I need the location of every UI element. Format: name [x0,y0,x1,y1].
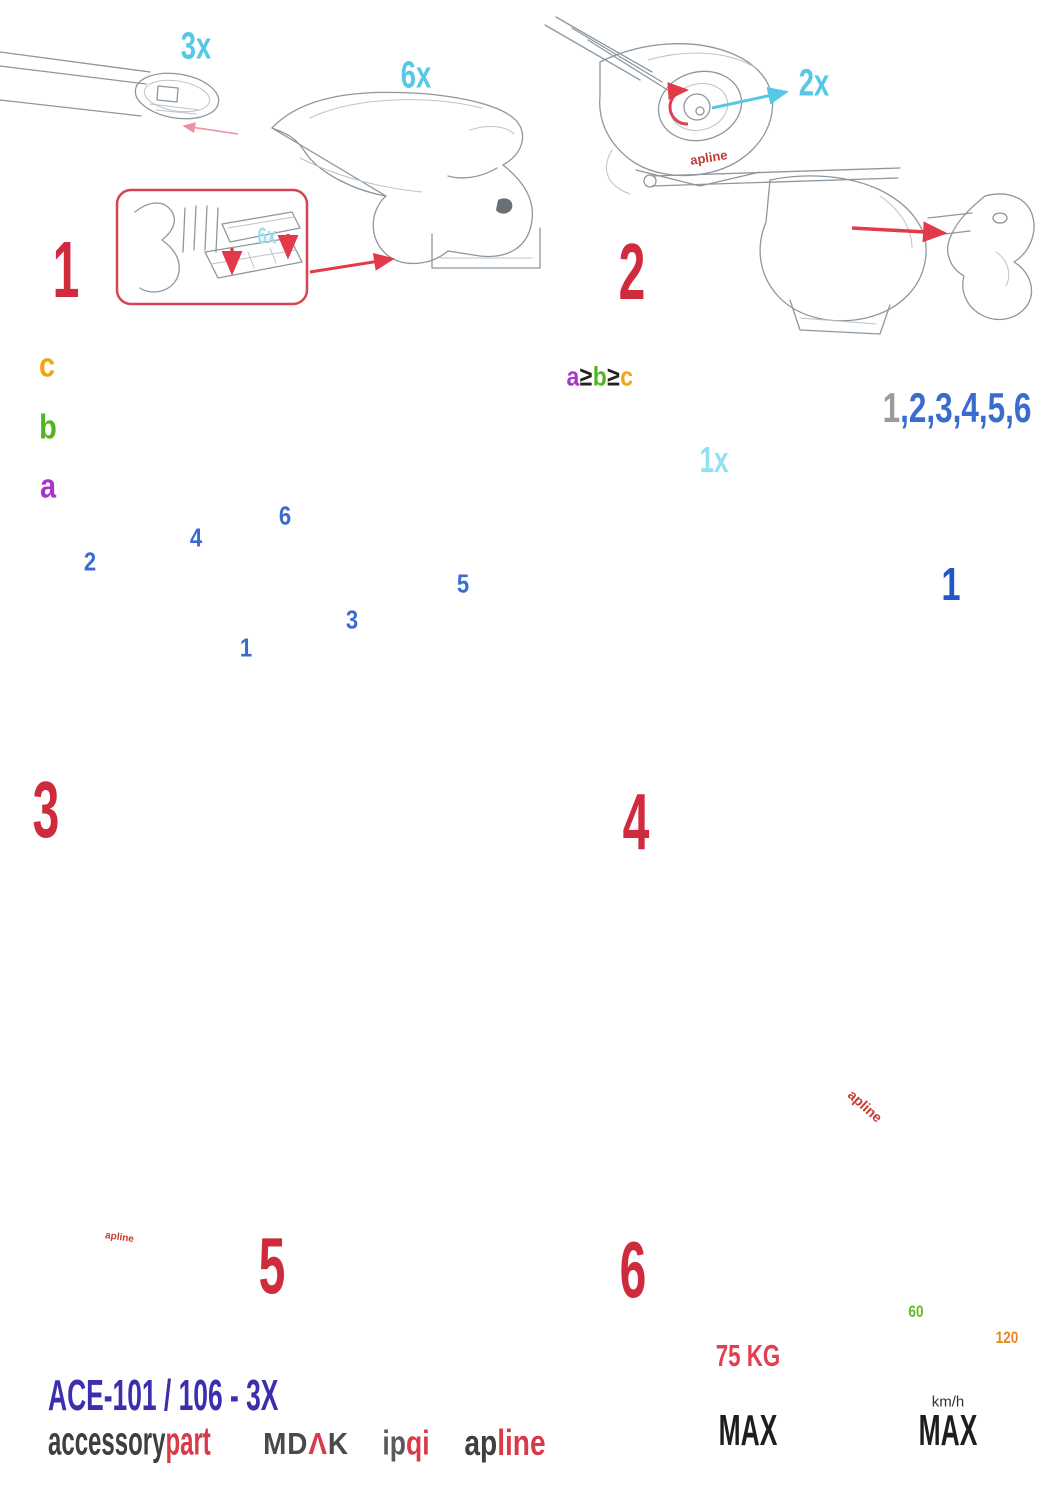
sequence-first: 1 [882,384,901,431]
step1-foot-qty: 6x [400,54,432,97]
roof-pos-4: 4 [189,522,203,553]
rule-gte2: ≥ [607,361,621,392]
step2-qty-arrow [712,92,786,108]
accessorypart-black: accessory [48,1419,166,1464]
step6-number: 6 [619,1225,647,1314]
step1-pad-qty: 6x [257,222,277,249]
apline-logo [464,1422,545,1464]
apline-ap: ap [464,1422,498,1463]
bar-label-b: b [39,408,57,447]
tighten-sequence [883,384,1032,432]
step1-slide-arrow [184,126,238,134]
rule-gte1: ≥ [579,361,593,392]
step1-number: 1 [52,225,80,314]
speed-unit: km/h [931,1393,965,1411]
ipqi-logo [382,1425,429,1464]
step1-foot-drawing [272,92,540,268]
step4-number: 4 [622,777,650,866]
ipqi-qi: qi [406,1424,430,1463]
step1-detail-box [117,190,307,304]
sequence-rest: ,2,3,4,5,6 [900,384,1032,431]
mdak-lambda: Λ [308,1426,328,1461]
roof-pos-3: 3 [345,604,359,635]
mdak-md: MD [263,1426,309,1461]
rule-b: b [592,361,608,392]
step4-key-qty: 1x [699,439,729,480]
max-weight-value: 75 KG [715,1338,781,1373]
step6-brand-logo: apline [844,1086,886,1126]
step5-number: 5 [258,1221,286,1310]
roof-pos-5: 5 [456,568,470,599]
speed-high-tick: 120 [995,1328,1019,1347]
step2-lower-foot [644,168,1034,334]
ipqi-ip: ip [382,1424,406,1463]
speed-low-tick: 60 [908,1302,924,1321]
step5-brand-logo: apline [104,1230,135,1245]
step2-brand-logo: apline [689,147,729,168]
roof-pos-6: 6 [278,500,292,531]
rule-a: a [566,361,580,392]
roof-pos-2: 2 [83,546,97,577]
length-rule [567,362,634,393]
accessorypart-logo [48,1420,211,1465]
roof-pos-1: 1 [239,632,253,663]
bar-label-a: a [39,467,57,506]
accessorypart-red: part [165,1419,211,1464]
apline-line: line [497,1422,546,1463]
step2-top-foot [545,17,773,194]
step2-lock-qty: 2x [798,62,830,105]
step2-number: 2 [618,227,646,316]
mdak-k: K [327,1426,349,1461]
max-weight-label: MAX [718,1406,778,1455]
step1-insert-arrow [310,259,392,272]
step3-number: 3 [32,765,60,854]
max-speed-label: MAX [918,1406,978,1455]
step1-bar-qty: 3x [180,25,212,68]
rule-c: c [620,361,634,392]
mdak-logo [263,1426,349,1462]
bar-label-c: c [38,346,56,385]
model-number: ACE-101 / 106 - 3X [48,1371,279,1420]
step4-order-label: 1 [941,558,961,610]
